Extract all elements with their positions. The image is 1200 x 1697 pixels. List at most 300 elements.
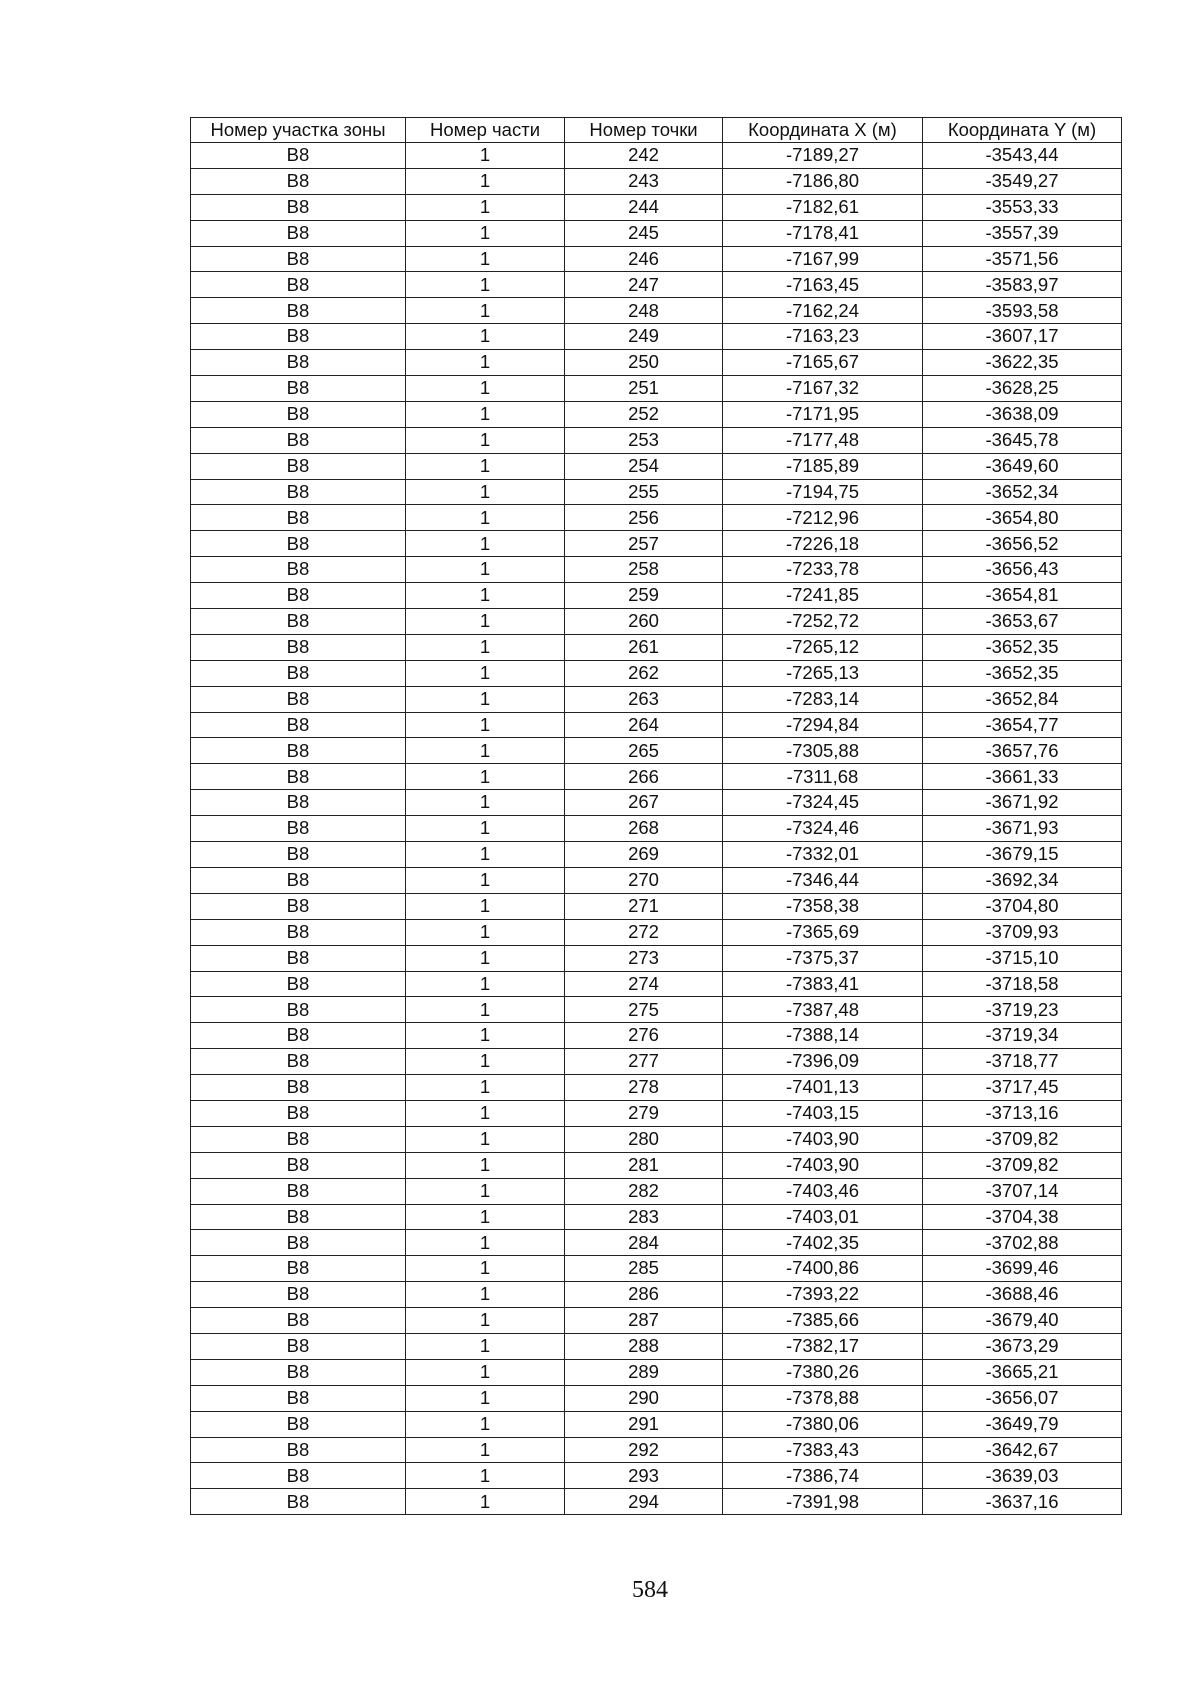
cell-zone-section: В8 — [191, 1178, 406, 1204]
cell-coordinate-x: -7167,32 — [723, 376, 923, 402]
cell-part-number: 1 — [406, 1075, 565, 1101]
cell-coordinate-y: -3715,10 — [923, 945, 1122, 971]
cell-point-number: 294 — [565, 1489, 723, 1515]
header-coordinate-y: Координата Y (м) — [923, 118, 1122, 143]
cell-zone-section: В8 — [191, 1023, 406, 1049]
cell-zone-section: В8 — [191, 842, 406, 868]
cell-point-number: 263 — [565, 686, 723, 712]
cell-point-number: 276 — [565, 1023, 723, 1049]
table-row — [191, 1023, 1122, 1049]
cell-zone-section: В8 — [191, 971, 406, 997]
cell-point-number: 256 — [565, 505, 723, 531]
cell-part-number: 1 — [406, 479, 565, 505]
coordinates-table — [190, 117, 1122, 1515]
cell-coordinate-x: -7386,74 — [723, 1463, 923, 1489]
cell-coordinate-y: -3639,03 — [923, 1463, 1122, 1489]
cell-part-number: 1 — [406, 324, 565, 350]
cell-point-number: 281 — [565, 1152, 723, 1178]
cell-coordinate-y: -3654,80 — [923, 505, 1122, 531]
cell-coordinate-x: -7383,41 — [723, 971, 923, 997]
table-row — [191, 660, 1122, 686]
table-row — [191, 453, 1122, 479]
cell-coordinate-y: -3652,35 — [923, 660, 1122, 686]
cell-coordinate-x: -7163,45 — [723, 272, 923, 298]
header-coordinate-x: Координата X (м) — [723, 118, 923, 143]
cell-point-number: 248 — [565, 298, 723, 324]
table-row — [191, 194, 1122, 220]
table-row — [191, 1126, 1122, 1152]
cell-zone-section: В8 — [191, 557, 406, 583]
cell-coordinate-y: -3654,81 — [923, 583, 1122, 609]
cell-part-number: 1 — [406, 1333, 565, 1359]
cell-coordinate-y: -3692,34 — [923, 867, 1122, 893]
table-row — [191, 401, 1122, 427]
cell-coordinate-x: -7393,22 — [723, 1282, 923, 1308]
cell-point-number: 249 — [565, 324, 723, 350]
cell-point-number: 257 — [565, 531, 723, 557]
cell-coordinate-x: -7324,46 — [723, 816, 923, 842]
cell-zone-section: В8 — [191, 324, 406, 350]
cell-coordinate-x: -7226,18 — [723, 531, 923, 557]
cell-coordinate-x: -7403,90 — [723, 1126, 923, 1152]
cell-part-number: 1 — [406, 350, 565, 376]
cell-coordinate-y: -3688,46 — [923, 1282, 1122, 1308]
cell-coordinate-y: -3699,46 — [923, 1256, 1122, 1282]
table-row — [191, 919, 1122, 945]
cell-coordinate-x: -7233,78 — [723, 557, 923, 583]
cell-point-number: 246 — [565, 246, 723, 272]
cell-coordinate-y: -3652,35 — [923, 634, 1122, 660]
cell-coordinate-y: -3713,16 — [923, 1100, 1122, 1126]
cell-coordinate-y: -3719,23 — [923, 997, 1122, 1023]
table-row — [191, 168, 1122, 194]
cell-zone-section: В8 — [191, 609, 406, 635]
cell-point-number: 289 — [565, 1359, 723, 1385]
cell-coordinate-x: -7311,68 — [723, 764, 923, 790]
cell-coordinate-y: -3637,16 — [923, 1489, 1122, 1515]
cell-part-number: 1 — [406, 1204, 565, 1230]
cell-part-number: 1 — [406, 1256, 565, 1282]
cell-point-number: 260 — [565, 609, 723, 635]
table-row — [191, 764, 1122, 790]
cell-zone-section: В8 — [191, 427, 406, 453]
cell-zone-section: В8 — [191, 1385, 406, 1411]
cell-point-number: 273 — [565, 945, 723, 971]
cell-zone-section: В8 — [191, 1282, 406, 1308]
cell-zone-section: В8 — [191, 945, 406, 971]
cell-coordinate-y: -3673,29 — [923, 1333, 1122, 1359]
cell-zone-section: В8 — [191, 1100, 406, 1126]
cell-coordinate-y: -3656,43 — [923, 557, 1122, 583]
cell-coordinate-x: -7391,98 — [723, 1489, 923, 1515]
cell-zone-section: В8 — [191, 919, 406, 945]
cell-coordinate-y: -3649,79 — [923, 1411, 1122, 1437]
cell-zone-section: В8 — [191, 479, 406, 505]
cell-part-number: 1 — [406, 712, 565, 738]
cell-zone-section: В8 — [191, 453, 406, 479]
cell-coordinate-y: -3719,34 — [923, 1023, 1122, 1049]
cell-coordinate-y: -3718,77 — [923, 1049, 1122, 1075]
cell-part-number: 1 — [406, 376, 565, 402]
cell-point-number: 262 — [565, 660, 723, 686]
cell-coordinate-y: -3607,17 — [923, 324, 1122, 350]
cell-zone-section: В8 — [191, 531, 406, 557]
table-row — [191, 531, 1122, 557]
table-row — [191, 1049, 1122, 1075]
cell-point-number: 269 — [565, 842, 723, 868]
cell-zone-section: В8 — [191, 298, 406, 324]
cell-zone-section: В8 — [191, 143, 406, 169]
table-row — [191, 1282, 1122, 1308]
cell-zone-section: В8 — [191, 1256, 406, 1282]
table-row — [191, 583, 1122, 609]
cell-zone-section: В8 — [191, 867, 406, 893]
cell-part-number: 1 — [406, 557, 565, 583]
cell-part-number: 1 — [406, 143, 565, 169]
cell-coordinate-x: -7212,96 — [723, 505, 923, 531]
cell-point-number: 288 — [565, 1333, 723, 1359]
cell-coordinate-y: -3671,93 — [923, 816, 1122, 842]
cell-coordinate-x: -7365,69 — [723, 919, 923, 945]
cell-zone-section: В8 — [191, 272, 406, 298]
cell-zone-section: В8 — [191, 1126, 406, 1152]
cell-part-number: 1 — [406, 945, 565, 971]
cell-coordinate-x: -7380,26 — [723, 1359, 923, 1385]
cell-coordinate-y: -3679,15 — [923, 842, 1122, 868]
cell-part-number: 1 — [406, 893, 565, 919]
table-row — [191, 505, 1122, 531]
table-row — [191, 609, 1122, 635]
cell-point-number: 284 — [565, 1230, 723, 1256]
cell-coordinate-x: -7178,41 — [723, 220, 923, 246]
table-row — [191, 1152, 1122, 1178]
table-row — [191, 1230, 1122, 1256]
cell-coordinate-y: -3553,33 — [923, 194, 1122, 220]
cell-coordinate-x: -7383,43 — [723, 1437, 923, 1463]
table-row — [191, 1100, 1122, 1126]
cell-point-number: 277 — [565, 1049, 723, 1075]
cell-point-number: 259 — [565, 583, 723, 609]
cell-zone-section: В8 — [191, 790, 406, 816]
cell-coordinate-y: -3717,45 — [923, 1075, 1122, 1101]
cell-zone-section: В8 — [191, 1049, 406, 1075]
cell-zone-section: В8 — [191, 401, 406, 427]
cell-coordinate-x: -7162,24 — [723, 298, 923, 324]
cell-zone-section: В8 — [191, 764, 406, 790]
cell-point-number: 279 — [565, 1100, 723, 1126]
cell-point-number: 268 — [565, 816, 723, 842]
cell-part-number: 1 — [406, 609, 565, 635]
cell-coordinate-x: -7403,15 — [723, 1100, 923, 1126]
cell-coordinate-y: -3671,92 — [923, 790, 1122, 816]
table-row — [191, 738, 1122, 764]
cell-part-number: 1 — [406, 531, 565, 557]
table-row — [191, 427, 1122, 453]
cell-coordinate-y: -3704,80 — [923, 893, 1122, 919]
cell-coordinate-x: -7380,06 — [723, 1411, 923, 1437]
cell-coordinate-x: -7283,14 — [723, 686, 923, 712]
cell-part-number: 1 — [406, 246, 565, 272]
cell-point-number: 265 — [565, 738, 723, 764]
cell-coordinate-y: -3665,21 — [923, 1359, 1122, 1385]
cell-coordinate-x: -7358,38 — [723, 893, 923, 919]
cell-coordinate-y: -3593,58 — [923, 298, 1122, 324]
table-row — [191, 376, 1122, 402]
cell-coordinate-x: -7177,48 — [723, 427, 923, 453]
cell-point-number: 285 — [565, 1256, 723, 1282]
cell-coordinate-y: -3704,38 — [923, 1204, 1122, 1230]
table-row — [191, 1359, 1122, 1385]
table-row — [191, 1489, 1122, 1515]
cell-point-number: 282 — [565, 1178, 723, 1204]
cell-coordinate-x: -7171,95 — [723, 401, 923, 427]
cell-zone-section: В8 — [191, 1308, 406, 1334]
cell-coordinate-y: -3638,09 — [923, 401, 1122, 427]
table-row — [191, 324, 1122, 350]
cell-coordinate-x: -7401,13 — [723, 1075, 923, 1101]
cell-point-number: 280 — [565, 1126, 723, 1152]
cell-coordinate-x: -7324,45 — [723, 790, 923, 816]
cell-zone-section: В8 — [191, 505, 406, 531]
cell-point-number: 261 — [565, 634, 723, 660]
cell-part-number: 1 — [406, 168, 565, 194]
cell-coordinate-x: -7165,67 — [723, 350, 923, 376]
cell-point-number: 252 — [565, 401, 723, 427]
table-row — [191, 997, 1122, 1023]
cell-zone-section: В8 — [191, 712, 406, 738]
cell-coordinate-x: -7163,23 — [723, 324, 923, 350]
table-row — [191, 1075, 1122, 1101]
cell-point-number: 275 — [565, 997, 723, 1023]
cell-part-number: 1 — [406, 790, 565, 816]
table-row — [191, 246, 1122, 272]
table-row — [191, 1437, 1122, 1463]
cell-part-number: 1 — [406, 1152, 565, 1178]
cell-zone-section: В8 — [191, 583, 406, 609]
table-row — [191, 867, 1122, 893]
cell-part-number: 1 — [406, 842, 565, 868]
table-row — [191, 893, 1122, 919]
cell-coordinate-x: -7194,75 — [723, 479, 923, 505]
cell-coordinate-x: -7403,90 — [723, 1152, 923, 1178]
cell-zone-section: В8 — [191, 1204, 406, 1230]
cell-part-number: 1 — [406, 505, 565, 531]
cell-part-number: 1 — [406, 583, 565, 609]
cell-zone-section: В8 — [191, 376, 406, 402]
cell-coordinate-x: -7241,85 — [723, 583, 923, 609]
cell-part-number: 1 — [406, 971, 565, 997]
cell-coordinate-y: -3709,82 — [923, 1152, 1122, 1178]
cell-part-number: 1 — [406, 1359, 565, 1385]
cell-zone-section: В8 — [191, 168, 406, 194]
cell-part-number: 1 — [406, 1126, 565, 1152]
cell-coordinate-y: -3656,52 — [923, 531, 1122, 557]
cell-point-number: 266 — [565, 764, 723, 790]
cell-part-number: 1 — [406, 660, 565, 686]
table-row — [191, 634, 1122, 660]
cell-coordinate-y: -3654,77 — [923, 712, 1122, 738]
table-row — [191, 350, 1122, 376]
cell-zone-section: В8 — [191, 1152, 406, 1178]
cell-coordinate-x: -7387,48 — [723, 997, 923, 1023]
cell-zone-section: В8 — [191, 1437, 406, 1463]
cell-zone-section: В8 — [191, 997, 406, 1023]
table-row — [191, 971, 1122, 997]
table-row — [191, 298, 1122, 324]
table-row — [191, 816, 1122, 842]
cell-coordinate-y: -3549,27 — [923, 168, 1122, 194]
cell-part-number: 1 — [406, 997, 565, 1023]
table-row — [191, 1308, 1122, 1334]
cell-point-number: 250 — [565, 350, 723, 376]
cell-point-number: 291 — [565, 1411, 723, 1437]
cell-point-number: 253 — [565, 427, 723, 453]
cell-coordinate-y: -3583,97 — [923, 272, 1122, 298]
cell-part-number: 1 — [406, 1385, 565, 1411]
cell-point-number: 251 — [565, 376, 723, 402]
table-row — [191, 842, 1122, 868]
cell-part-number: 1 — [406, 298, 565, 324]
cell-point-number: 272 — [565, 919, 723, 945]
table-row — [191, 143, 1122, 169]
table-row — [191, 1463, 1122, 1489]
cell-part-number: 1 — [406, 1463, 565, 1489]
table-row — [191, 272, 1122, 298]
cell-zone-section: В8 — [191, 816, 406, 842]
cell-coordinate-y: -3652,34 — [923, 479, 1122, 505]
cell-coordinate-y: -3679,40 — [923, 1308, 1122, 1334]
cell-part-number: 1 — [406, 686, 565, 712]
cell-part-number: 1 — [406, 1489, 565, 1515]
table-row — [191, 686, 1122, 712]
cell-zone-section: В8 — [191, 1411, 406, 1437]
cell-point-number: 244 — [565, 194, 723, 220]
cell-zone-section: В8 — [191, 660, 406, 686]
cell-coordinate-x: -7400,86 — [723, 1256, 923, 1282]
cell-coordinate-y: -3571,56 — [923, 246, 1122, 272]
cell-part-number: 1 — [406, 194, 565, 220]
cell-zone-section: В8 — [191, 1463, 406, 1489]
table-body — [191, 143, 1122, 1515]
cell-point-number: 283 — [565, 1204, 723, 1230]
table-row — [191, 1256, 1122, 1282]
table-row — [191, 479, 1122, 505]
cell-point-number: 258 — [565, 557, 723, 583]
cell-part-number: 1 — [406, 272, 565, 298]
cell-point-number: 264 — [565, 712, 723, 738]
cell-zone-section: В8 — [191, 1230, 406, 1256]
page-number: 584 — [632, 1577, 668, 1603]
cell-coordinate-y: -3709,93 — [923, 919, 1122, 945]
cell-zone-section: В8 — [191, 1075, 406, 1101]
cell-zone-section: В8 — [191, 686, 406, 712]
cell-coordinate-y: -3709,82 — [923, 1126, 1122, 1152]
cell-point-number: 245 — [565, 220, 723, 246]
header-part-number: Номер части — [406, 118, 565, 143]
table-row — [191, 220, 1122, 246]
table-row — [191, 1385, 1122, 1411]
cell-zone-section: В8 — [191, 738, 406, 764]
cell-zone-section: В8 — [191, 1489, 406, 1515]
cell-coordinate-y: -3653,67 — [923, 609, 1122, 635]
cell-coordinate-x: -7403,46 — [723, 1178, 923, 1204]
cell-coordinate-y: -3628,25 — [923, 376, 1122, 402]
cell-coordinate-y: -3718,58 — [923, 971, 1122, 997]
cell-coordinate-x: -7186,80 — [723, 168, 923, 194]
cell-part-number: 1 — [406, 764, 565, 790]
cell-coordinate-y: -3652,84 — [923, 686, 1122, 712]
cell-point-number: 270 — [565, 867, 723, 893]
cell-coordinate-x: -7182,61 — [723, 194, 923, 220]
cell-coordinate-x: -7388,14 — [723, 1023, 923, 1049]
cell-part-number: 1 — [406, 401, 565, 427]
table-row — [191, 1411, 1122, 1437]
cell-coordinate-x: -7265,12 — [723, 634, 923, 660]
table-row — [191, 790, 1122, 816]
cell-part-number: 1 — [406, 1437, 565, 1463]
cell-coordinate-x: -7402,35 — [723, 1230, 923, 1256]
cell-zone-section: В8 — [191, 893, 406, 919]
cell-coordinate-x: -7189,27 — [723, 143, 923, 169]
cell-part-number: 1 — [406, 1023, 565, 1049]
cell-part-number: 1 — [406, 1178, 565, 1204]
table-row — [191, 712, 1122, 738]
cell-part-number: 1 — [406, 453, 565, 479]
cell-zone-section: В8 — [191, 634, 406, 660]
cell-part-number: 1 — [406, 427, 565, 453]
cell-point-number: 255 — [565, 479, 723, 505]
table-row — [191, 557, 1122, 583]
cell-point-number: 292 — [565, 1437, 723, 1463]
cell-coordinate-y: -3649,60 — [923, 453, 1122, 479]
cell-point-number: 278 — [565, 1075, 723, 1101]
cell-point-number: 274 — [565, 971, 723, 997]
cell-coordinate-y: -3645,78 — [923, 427, 1122, 453]
cell-coordinate-y: -3642,67 — [923, 1437, 1122, 1463]
cell-point-number: 293 — [565, 1463, 723, 1489]
cell-point-number: 243 — [565, 168, 723, 194]
cell-zone-section: В8 — [191, 194, 406, 220]
cell-part-number: 1 — [406, 919, 565, 945]
cell-coordinate-x: -7252,72 — [723, 609, 923, 635]
cell-zone-section: В8 — [191, 1333, 406, 1359]
cell-coordinate-x: -7185,89 — [723, 453, 923, 479]
cell-coordinate-x: -7403,01 — [723, 1204, 923, 1230]
cell-point-number: 271 — [565, 893, 723, 919]
cell-zone-section: В8 — [191, 220, 406, 246]
cell-part-number: 1 — [406, 220, 565, 246]
cell-coordinate-x: -7265,13 — [723, 660, 923, 686]
cell-part-number: 1 — [406, 1411, 565, 1437]
table-row — [191, 945, 1122, 971]
cell-point-number: 287 — [565, 1308, 723, 1334]
cell-point-number: 254 — [565, 453, 723, 479]
cell-coordinate-y: -3622,35 — [923, 350, 1122, 376]
cell-coordinate-x: -7382,17 — [723, 1333, 923, 1359]
cell-coordinate-x: -7385,66 — [723, 1308, 923, 1334]
cell-point-number: 290 — [565, 1385, 723, 1411]
table-row — [191, 1178, 1122, 1204]
cell-coordinate-x: -7332,01 — [723, 842, 923, 868]
cell-part-number: 1 — [406, 1049, 565, 1075]
cell-part-number: 1 — [406, 816, 565, 842]
table-header-row — [191, 118, 1122, 143]
cell-coordinate-x: -7378,88 — [723, 1385, 923, 1411]
cell-part-number: 1 — [406, 634, 565, 660]
cell-zone-section: В8 — [191, 1359, 406, 1385]
cell-coordinate-y: -3702,88 — [923, 1230, 1122, 1256]
cell-zone-section: В8 — [191, 350, 406, 376]
